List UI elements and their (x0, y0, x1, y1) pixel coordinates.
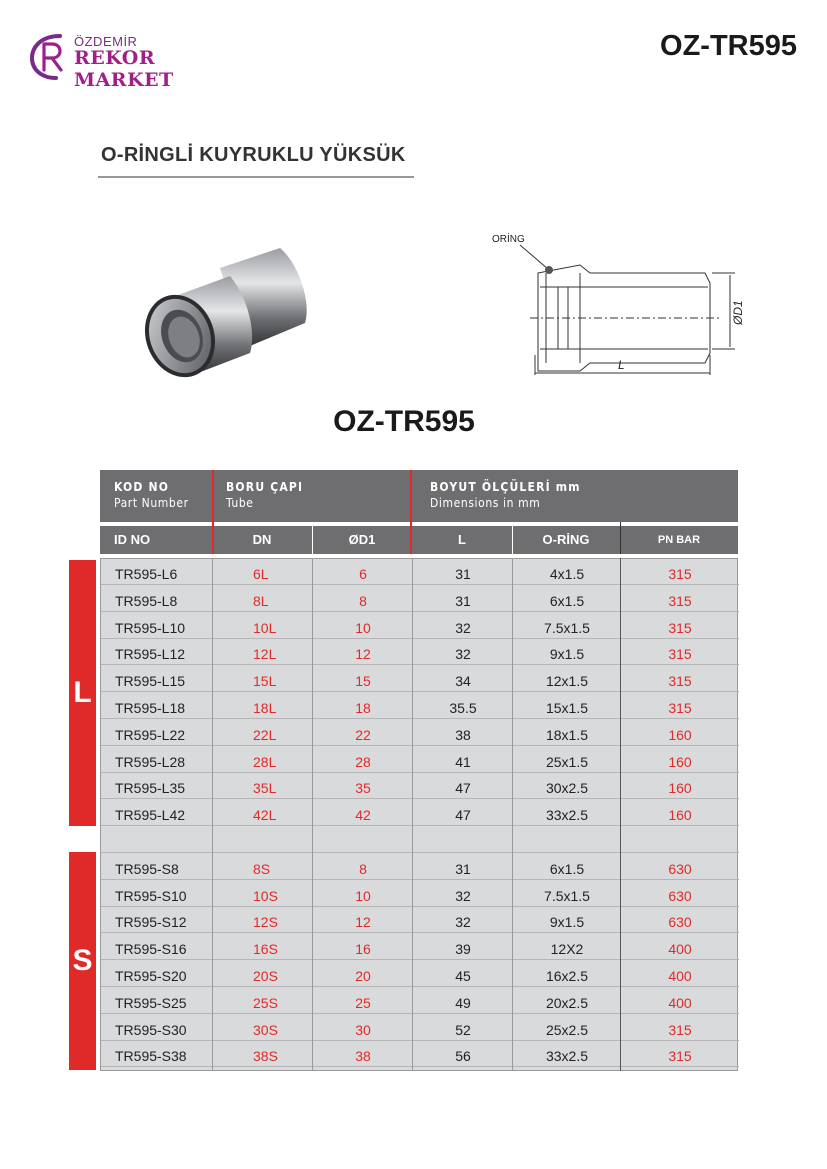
cell-dn: 18L (253, 700, 277, 716)
logo-mark-icon (30, 32, 70, 80)
cell-dn: 30S (253, 1021, 278, 1038)
cell-dn: 42L (253, 807, 277, 824)
cell-l: 45 (455, 968, 471, 984)
table-body (100, 558, 738, 1071)
table-row (101, 800, 739, 826)
section-title: O-RİNGLİ KUYRUKLU YÜKSÜK (101, 144, 406, 166)
technical-drawing (480, 225, 750, 385)
cell-d1: 22 (355, 726, 371, 743)
cell-oring: 4x1.5 (549, 566, 585, 582)
table-row (101, 1041, 739, 1067)
cell-d1: 25 (355, 994, 371, 1011)
cell-id: TR595-L22 (115, 726, 186, 743)
cell-id: TR595-L6 (115, 566, 178, 582)
cell-oring: 20x2.5 (545, 994, 589, 1011)
cell-dn: 16S (253, 941, 278, 958)
table-header-groups (100, 470, 738, 522)
cell-oring: 9x1.5 (549, 646, 585, 663)
cell-l: 31 (455, 860, 471, 877)
cell-pn: 630 (668, 914, 692, 931)
cell-pn: 160 (668, 807, 692, 824)
header-group-line2: Tube (226, 496, 254, 510)
product-photo (130, 228, 320, 388)
cell-id: TR595-S8 (115, 860, 179, 877)
cell-l: 32 (455, 646, 471, 663)
cell-dn: 22L (253, 726, 277, 743)
header-divider (410, 470, 412, 554)
cell-d1: 42 (355, 807, 371, 824)
cell-pn: 160 (668, 726, 692, 743)
cell-dn: 25S (253, 994, 278, 1011)
header-group-line1: BOYUT ÖLÇÜLERİ mm (430, 480, 581, 494)
cell-d1: 8 (359, 860, 367, 877)
cell-l: 47 (455, 807, 471, 824)
table-row (101, 747, 739, 773)
column-divider (620, 558, 621, 1071)
cell-oring: 6x1.5 (549, 860, 585, 877)
cell-dn: 20S (253, 968, 278, 984)
cell-dn: 28L (253, 753, 277, 770)
cell-id: TR595-L12 (115, 646, 186, 663)
cell-d1: 38 (355, 1048, 371, 1065)
table-row (101, 854, 739, 880)
cell-pn: 315 (668, 1021, 692, 1038)
cell-pn: 630 (668, 860, 692, 877)
cell-oring: 7.5x1.5 (544, 619, 590, 636)
cell-l: 35.5 (449, 700, 477, 716)
header-group-line1: KOD NO (114, 480, 170, 494)
cell-d1: 28 (355, 753, 371, 770)
table-row (101, 559, 739, 585)
cell-id: TR595-S10 (115, 887, 187, 904)
cell-d1: 8 (359, 592, 367, 609)
header-group-line2: Dimensions in mm (430, 496, 541, 510)
cell-d1: 35 (355, 780, 371, 797)
column-divider (512, 558, 513, 1071)
cell-oring: 6x1.5 (549, 592, 585, 609)
cell-l: 41 (455, 753, 471, 770)
table-row (101, 881, 739, 907)
col-header-dn: DN (252, 532, 272, 547)
cell-l: 56 (455, 1048, 471, 1065)
cell-id: TR595-L35 (115, 780, 186, 797)
cell-dn: 35L (253, 780, 277, 797)
header-divider (620, 522, 621, 554)
cell-dn: 15L (253, 673, 277, 690)
col-header-l: L (458, 532, 466, 547)
cell-pn: 400 (668, 968, 692, 984)
header-divider (212, 470, 214, 554)
table-row (101, 666, 739, 692)
cell-l: 32 (455, 619, 471, 636)
cell-d1: 12 (355, 646, 371, 663)
cell-d1: 12 (355, 914, 371, 931)
cell-oring: 16x2.5 (545, 968, 589, 984)
cell-dn: 10L (253, 619, 277, 636)
cell-oring: 9x1.5 (549, 914, 585, 931)
brand-logo (30, 28, 260, 91)
cell-l: 32 (455, 914, 471, 931)
table-column-headers (100, 526, 738, 554)
cell-l: 31 (455, 566, 471, 582)
cell-pn: 630 (668, 887, 692, 904)
cell-dn: 8L (253, 592, 269, 609)
cell-d1: 20 (355, 968, 371, 984)
cell-l: 31 (455, 592, 471, 609)
col-header-id: ID NO (114, 532, 151, 547)
brand-name-main: REKOR MARKET (74, 47, 174, 91)
cell-dn: 12L (253, 646, 277, 663)
group-spacer-row (101, 827, 739, 853)
cell-pn: 315 (668, 700, 692, 716)
table-row (101, 934, 739, 960)
cell-dn: 8S (253, 860, 271, 877)
cell-l: 39 (455, 941, 471, 958)
cell-d1: 16 (355, 941, 371, 958)
cell-pn: 315 (668, 646, 692, 663)
group-marker-s: S (69, 852, 96, 1070)
cell-dn: 12S (253, 914, 278, 931)
cell-l: 49 (455, 994, 471, 1011)
cell-id: TR595-L42 (115, 807, 186, 824)
cell-d1: 30 (355, 1021, 371, 1038)
table-row (101, 720, 739, 746)
table-row (101, 988, 739, 1014)
column-divider (412, 558, 413, 1071)
group-marker-l: L (69, 560, 96, 826)
table-row (101, 639, 739, 665)
cell-id: TR595-L10 (115, 619, 186, 636)
header-group-part-number (114, 470, 212, 522)
cell-d1: 6 (359, 566, 367, 582)
cell-oring: 12x1.5 (545, 673, 589, 690)
cell-l: 38 (455, 726, 471, 743)
table-row (101, 693, 739, 719)
cell-id: TR595-L8 (115, 592, 178, 609)
cell-pn: 315 (668, 1048, 692, 1065)
header-divider (312, 526, 313, 554)
cell-oring: 25x2.5 (545, 1021, 589, 1038)
cell-d1: 10 (355, 887, 371, 904)
section-title-underline (98, 176, 414, 178)
cell-d1: 10 (355, 619, 371, 636)
cell-pn: 315 (668, 566, 692, 582)
col-header-pn: PN BAR (657, 534, 701, 546)
cell-dn: 38S (253, 1048, 278, 1065)
cell-dn: 10S (253, 887, 278, 904)
cell-id: TR595-S25 (115, 994, 187, 1011)
col-header-d1: ØD1 (348, 532, 376, 547)
header-group-line2: Part Number (114, 496, 189, 510)
header-group-line1: BORU ÇAPI (226, 480, 304, 494)
cell-oring: 25x1.5 (545, 753, 589, 770)
cell-id: TR595-L28 (115, 753, 186, 770)
cell-oring: 7.5x1.5 (544, 887, 590, 904)
header-group-dimensions (430, 470, 730, 522)
col-header-oring: O-RİNG (542, 532, 590, 547)
cell-d1: 15 (355, 673, 371, 690)
header-divider (512, 526, 513, 554)
column-divider (212, 558, 213, 1071)
cell-l: 34 (455, 673, 471, 690)
cell-oring: 30x2.5 (545, 780, 589, 797)
cell-id: TR595-S16 (115, 941, 187, 958)
cell-d1: 18 (355, 700, 371, 716)
cell-oring: 12X2 (550, 941, 584, 958)
cell-pn: 160 (668, 780, 692, 797)
cell-pn: 315 (668, 619, 692, 636)
cell-pn: 315 (668, 673, 692, 690)
table-row (101, 907, 739, 933)
cell-oring: 18x1.5 (545, 726, 589, 743)
cell-pn: 400 (668, 941, 692, 958)
cell-pn: 315 (668, 592, 692, 609)
cell-l: 32 (455, 887, 471, 904)
cell-oring: 33x2.5 (545, 1048, 589, 1065)
cell-l: 47 (455, 780, 471, 797)
cell-pn: 400 (668, 994, 692, 1011)
diameter-label: ØD1 (731, 300, 745, 325)
cell-l: 52 (455, 1021, 471, 1038)
cell-oring: 33x2.5 (545, 807, 589, 824)
column-divider (312, 558, 313, 1071)
table-row (101, 773, 739, 799)
oring-label: ORİNG (492, 234, 525, 245)
product-code-header: OZ-TR595 (660, 30, 797, 62)
product-code-title: OZ-TR595 (333, 405, 475, 438)
length-label: L (618, 358, 625, 372)
cell-id: TR595-S12 (115, 914, 187, 931)
header-group-tube (226, 470, 406, 522)
cell-id: TR595-L18 (115, 700, 186, 716)
table-row (101, 1015, 739, 1041)
table-row (101, 613, 739, 639)
table-row (101, 961, 739, 987)
brand-name-top: ÖZDEMİR (74, 34, 138, 49)
cell-oring: 15x1.5 (545, 700, 589, 716)
cell-dn: 6L (253, 566, 269, 582)
cell-id: TR595-S30 (115, 1021, 187, 1038)
cell-pn: 160 (668, 753, 692, 770)
table-row (101, 586, 739, 612)
cell-id: TR595-S20 (115, 968, 187, 984)
cell-id: TR595-L15 (115, 673, 186, 690)
cell-id: TR595-S38 (115, 1048, 187, 1065)
